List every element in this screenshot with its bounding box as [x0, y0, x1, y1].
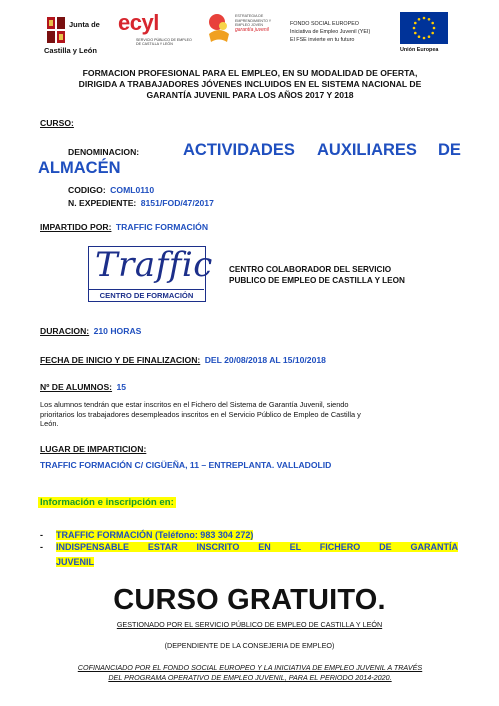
info-label: Información e inscripción en:: [40, 497, 174, 508]
denominacion-word-2: AUXILIARES: [317, 141, 417, 159]
expediente-row: [68, 193, 214, 211]
cofinanciado-text: COFINANCIADO POR EL FONDO SOCIAL EUROPEO Y LA INICIATIVA DE EMPLEO JUVENIL A TRAVÉS DEL PROGRAMA OPERATIVO DE EMPLEO JUVENIL, PARA EL PERIODO 2014-2020.: [77, 663, 423, 682]
garantia-logo: [205, 12, 280, 56]
dependiente-text: (DEPENDIENTE DE LA CONSEJERIA DE EMPLEO): [164, 641, 335, 650]
alumnos-value: 15: [116, 382, 127, 392]
eu-label: Unión Europea: [400, 47, 439, 53]
gestionado-text: GESTIONADO POR EL SERVICIO PÚBLICO DE EMPLEO DE CASTILLA Y LEÓN: [116, 620, 383, 629]
garantia-mark-icon: [205, 12, 233, 46]
list-item: - INDISPENSABLE ESTAR INSCRITO EN EL FICHERO DE GARANTÍA JUVENIL: [40, 542, 458, 567]
fechas-value: DEL 20/08/2018 AL 15/10/2018: [204, 355, 326, 365]
garantia-text: ESTRATEGIA DE EMPRENDIMIENTO Y EMPLEO JOVEN garantía juvenil: [235, 14, 272, 33]
ecyl-subtitle: SERVICIO PÚBLICO DE EMPLEO DE CASTILLA Y LEÓN: [136, 38, 192, 47]
document-heading: FORMACION PROFESIONAL PARA EL EMPLEO, EN SU MODALIDAD DE OFERTA, DIRIGIDA A TRABAJADORES JÓVENES INCLUIDOS EN EL SISTEMA NACIONAL DE GARANTÍA JUVENIL PARA LOS AÑOS 2017 Y 2018: [78, 68, 422, 100]
alumnos-label: Nº DE ALUMNOS:: [40, 382, 113, 392]
fechas-row: [40, 350, 326, 368]
junta-shield-icon: [46, 16, 66, 44]
junta-text: Junta de: [69, 20, 100, 29]
eu-logo: [400, 12, 450, 56]
info-label-wrap: [38, 492, 176, 510]
eu-flag-icon: [400, 12, 448, 44]
denominacion-label: DENOMINACION:: [68, 147, 140, 157]
duracion-row: [40, 321, 141, 339]
traffic-wordmark: Traffic: [95, 245, 213, 285]
denominacion-word-1: ACTIVIDADES: [183, 141, 295, 159]
traffic-subtitle: CENTRO DE FORMACIÓN: [89, 289, 204, 300]
bullet-text: INDISPENSABLE ESTAR INSCRITO EN EL FICHERO DE GARANTÍA: [56, 542, 458, 552]
expediente-value: 8151/FOD/47/2017: [140, 198, 214, 208]
curso-label: CURSO:: [40, 118, 74, 128]
duracion-value: 210 HORAS: [93, 326, 142, 336]
codigo-label: CODIGO:: [68, 185, 106, 195]
ecyl-wordmark: ecyl: [118, 10, 159, 35]
traffic-logo: [88, 245, 213, 302]
denominacion-row: [68, 141, 460, 161]
impartido-value: TRAFFIC FORMACIÓN: [115, 222, 209, 232]
requisitos-paragraph: Los alumnos tendrán que estar inscritos en el Fichero del Sistema de Garantía Juvenil, siendo prioritarios los trabajadores desempleados inscritos en el Servicio Público de Empleo de Castilla y León.: [40, 400, 361, 429]
lugar-value: TRAFFIC FORMACIÓN C/ CIGÜEÑA, 11 – ENTREPLANTA. VALLADOLID: [40, 460, 332, 470]
duracion-label: DURACION:: [40, 326, 90, 336]
centro-colaborador: CENTRO COLABORADOR DEL SERVICIO PUBLICO DE EMPLEO DE CASTILLA Y LEON: [229, 265, 405, 285]
bullet-text: TRAFFIC FORMACIÓN (Teléfono: 983 304 272): [56, 530, 254, 540]
fechas-label: FECHA DE INICIO Y DE FINALIZACION:: [40, 355, 201, 365]
alumnos-row: [40, 377, 126, 395]
codigo-value: COML0110: [110, 185, 155, 195]
denominacion-word-3: DE: [438, 141, 461, 159]
impartido-row: [40, 217, 208, 235]
logo-strip: [0, 8, 499, 58]
denominacion-value-line2: ALMACÉN: [38, 159, 121, 177]
junta-logo: [46, 14, 116, 54]
expediente-label: N. EXPEDIENTE:: [68, 198, 137, 208]
info-bullets: [40, 530, 465, 570]
bullet-text-2: JUVENIL: [56, 557, 95, 567]
list-item: - TRAFFIC FORMACIÓN (Teléfono: 983 304 272): [40, 530, 254, 540]
impartido-label: IMPARTIDO POR:: [40, 222, 112, 232]
junta-text-2: Castilla y León: [44, 46, 97, 55]
curso-gratuito: CURSO GRATUITO.: [113, 584, 386, 616]
lugar-label: LUGAR DE IMPARTICION:: [40, 444, 147, 454]
fse-text: FONDO SOCIAL EUROPEO Iniciativa de Empleo Juvenil (YEI) El FSE invierte en tu futuro: [290, 21, 371, 43]
ecyl-logo: [118, 10, 198, 54]
